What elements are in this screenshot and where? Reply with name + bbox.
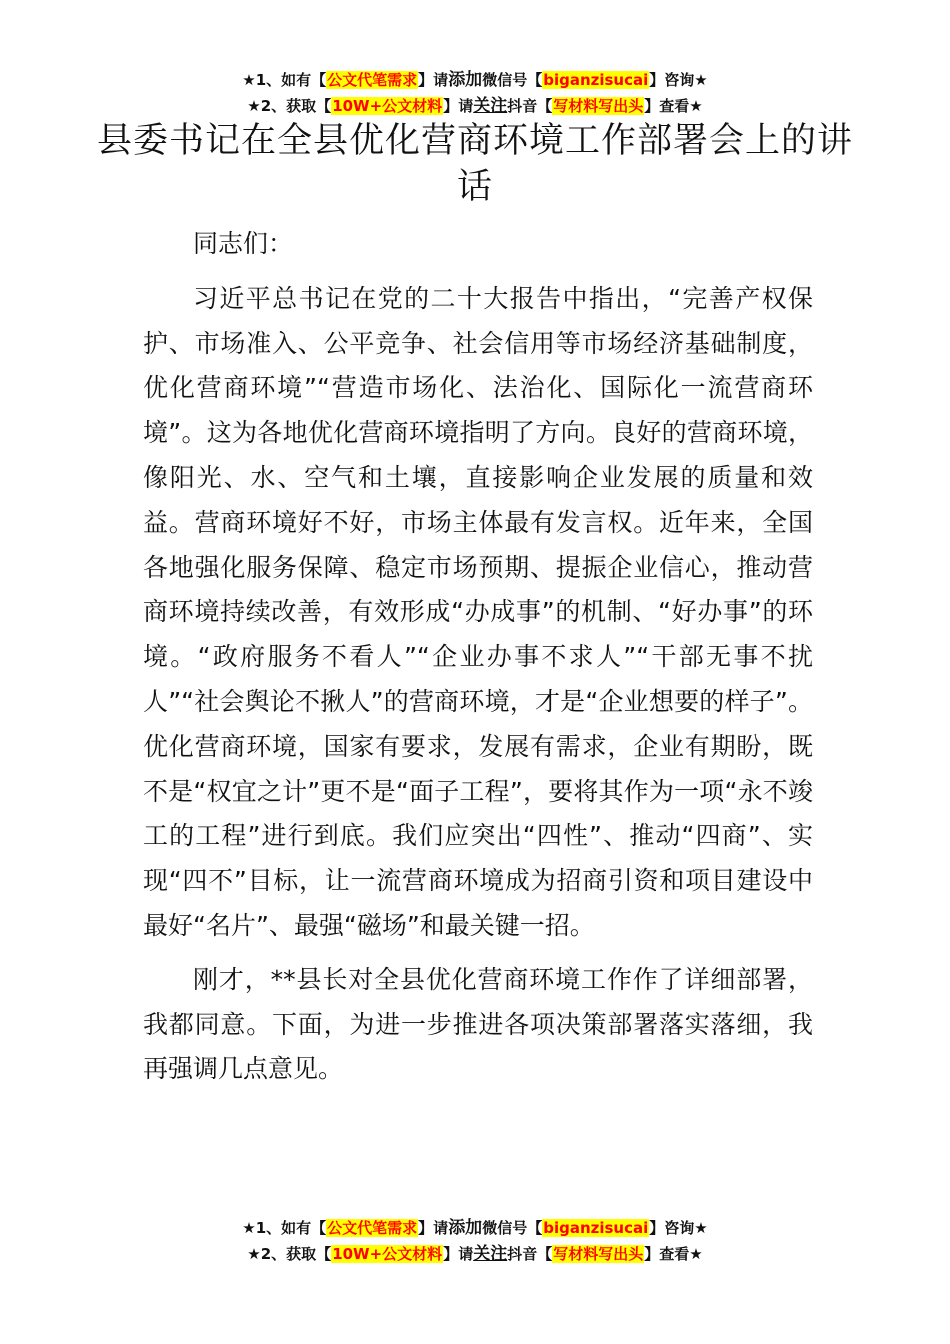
salutation: 同志们： <box>193 229 294 258</box>
banner-emphasis: 添加 <box>448 1218 483 1238</box>
banner-text: ★2、获取【 <box>247 97 332 115</box>
banner-line-2 <box>0 1241 950 1267</box>
footer-banner <box>0 1215 950 1267</box>
banner-line-1 <box>0 1215 950 1241</box>
banner-emphasis: 关注 <box>473 1244 508 1264</box>
banner-highlight: 公文代笔需求 <box>327 1219 418 1237</box>
banner-text: 】查看★ <box>644 1245 703 1263</box>
banner-text: 】请 <box>418 1219 449 1237</box>
banner-text: ★2、获取【 <box>247 1245 332 1263</box>
banner-line-2 <box>0 93 950 119</box>
banner-highlight: biganzisucai <box>543 1219 649 1237</box>
body-paragraph-2: 刚才，**县长对全县优化营商环境工作作了详细部署，我都同意。下面，为进一步推进各项决策部署落实落细，我再强调几点意见。 <box>143 964 813 1084</box>
banner-text: 微信号【 <box>482 71 543 89</box>
banner-text: 】请 <box>443 97 474 115</box>
header-banner <box>0 67 950 119</box>
banner-text: 】请 <box>418 71 449 89</box>
banner-text: 微信号【 <box>482 1219 543 1237</box>
banner-emphasis: 关注 <box>473 96 508 116</box>
banner-highlight: 写材料写出头 <box>553 97 644 115</box>
banner-text: 抖音【 <box>507 1245 553 1263</box>
banner-text: 抖音【 <box>507 97 553 115</box>
banner-text: 】咨询★ <box>649 1219 708 1237</box>
document-title: 县委书记在全县优化营商环境工作部署会上的讲话 <box>96 121 853 207</box>
banner-text: 】咨询★ <box>649 71 708 89</box>
banner-emphasis: 添加 <box>448 70 483 90</box>
body-paragraph-1: 习近平总书记在党的二十大报告中指出，“完善产权保护、市场准入、公平竞争、社会信用等市场经济基础制度，优化营商环境”“营造市场化、法治化、国际化一流营商环境”。这为各地优化营商环境指明了方向。良好的营商环境，像阳光、水、空气和土壤，直接影响企业发展的质量和效益。营商环境好不好，市场主体最有发言权。近年来，全国各地强化服务保障、稳定市场预期、提振企业信心，推动营商环境持续改善，有效形成“办成事”的机制、“好办事”的环境。“政府服务不看人”“企业办事不求人”“干部无事不扰人”“社会舆论不揪人”的营商环境，才是“企业想要的样子”。优化营商环境，国家有要求，发展有需求，企业有期盼，既不是“权宜之计”更不是“面子工程”，要将其作为一项“永不竣工的工程”进行到底。我们应突出“四性”、推动“四商”、实现“四不”目标，让一流营商环境成为招商引资和项目建设中最好“名片”、最强“磁场”和最关键一招。 <box>143 283 813 940</box>
document-body <box>143 222 813 1101</box>
banner-line-1 <box>0 67 950 93</box>
banner-text: 】查看★ <box>644 97 703 115</box>
banner-highlight: 公文代笔需求 <box>327 71 418 89</box>
banner-text: ★1、如有【 <box>242 71 327 89</box>
banner-text: ★1、如有【 <box>242 1219 327 1237</box>
banner-highlight: 写材料写出头 <box>553 1245 644 1263</box>
banner-text: 】请 <box>443 1245 474 1263</box>
banner-highlight: 10W+公文材料 <box>332 97 443 115</box>
banner-highlight: biganzisucai <box>543 71 649 89</box>
banner-highlight: 10W+公文材料 <box>332 1245 443 1263</box>
